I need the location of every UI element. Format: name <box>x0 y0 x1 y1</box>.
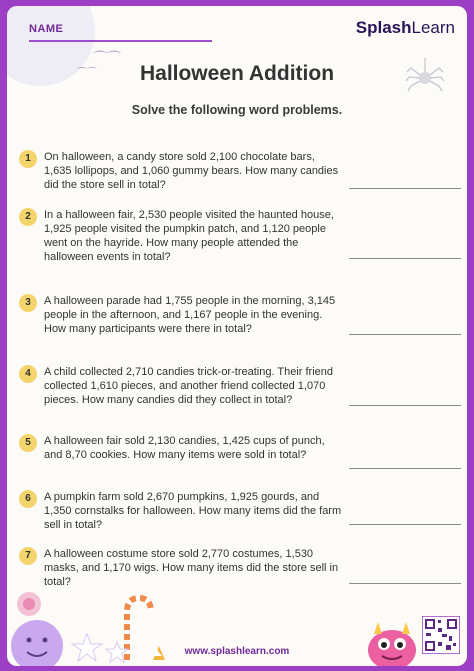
qr-code-icon[interactable] <box>422 616 460 654</box>
instruction-text: Solve the following word problems. <box>131 103 343 117</box>
problem-text: On halloween, a candy store sold 2,100 chocolate bars, 1,635 lollipops, and 1,060 gummy bears. How many candies did the store sell in total? <box>44 151 339 191</box>
answer-line[interactable] <box>349 583 461 584</box>
problem-text: In a halloween fair, 2,530 people visited the haunted house, 1,925 people visited the pumpkin patch, and 1,120 people went on the hayride. How many people attended the halloween events in total? <box>44 209 334 263</box>
problem-text: A pumpkin farm sold 2,670 pumpkins, 1,925 gourds, and 1,350 cornstalks for halloween. How many items did the farm sell in total? <box>44 491 342 531</box>
bat-icon: ⌒⌒ <box>93 50 121 66</box>
problem-number: 4 <box>19 365 37 383</box>
problem-number: 5 <box>19 434 37 452</box>
problem-text: A halloween parade had 1,755 people in the morning, 3,145 people in the afternoon, and 1,167 people in the evening. How many participants were there in total? <box>44 295 336 335</box>
name-line <box>29 40 212 42</box>
problem-number: 7 <box>19 547 37 565</box>
worksheet-title: Halloween Addition <box>139 62 335 85</box>
problem-text: A halloween fair sold 2,130 candies, 1,425 cups of punch, and 8,70 cookies. How many items were sold in total? <box>44 435 325 461</box>
logo-bold: Splash <box>355 18 412 37</box>
bat-icon: ⌒⌒ <box>77 68 97 79</box>
problem-number: 6 <box>19 490 37 508</box>
answer-line[interactable] <box>349 468 461 469</box>
problem-number: 1 <box>19 150 37 168</box>
name-label: NAME <box>29 23 64 35</box>
footer-url[interactable]: www.splashlearn.com <box>184 646 290 657</box>
answer-line[interactable] <box>349 188 461 189</box>
answer-line[interactable] <box>349 258 461 259</box>
answer-line[interactable] <box>349 334 461 335</box>
monster-icon <box>362 614 422 666</box>
problem-text: A halloween costume store sold 2,770 costumes, 1,530 masks, and 1,170 wigs. How many items did the store sell in total? <box>44 548 339 588</box>
problem-text: A child collected 2,710 candies trick-or-treating. Their friend collected 1,610 pieces, and another friend collected 1,070 pieces. How many candies did they collect in total? <box>44 366 333 406</box>
answer-line[interactable] <box>349 405 461 406</box>
problem-number: 2 <box>19 208 37 226</box>
logo-regular: Learn <box>411 18 455 37</box>
problem-number: 3 <box>19 294 37 312</box>
splashlearn-logo <box>356 18 455 38</box>
answer-line[interactable] <box>349 524 461 525</box>
worksheet-page <box>7 6 467 666</box>
